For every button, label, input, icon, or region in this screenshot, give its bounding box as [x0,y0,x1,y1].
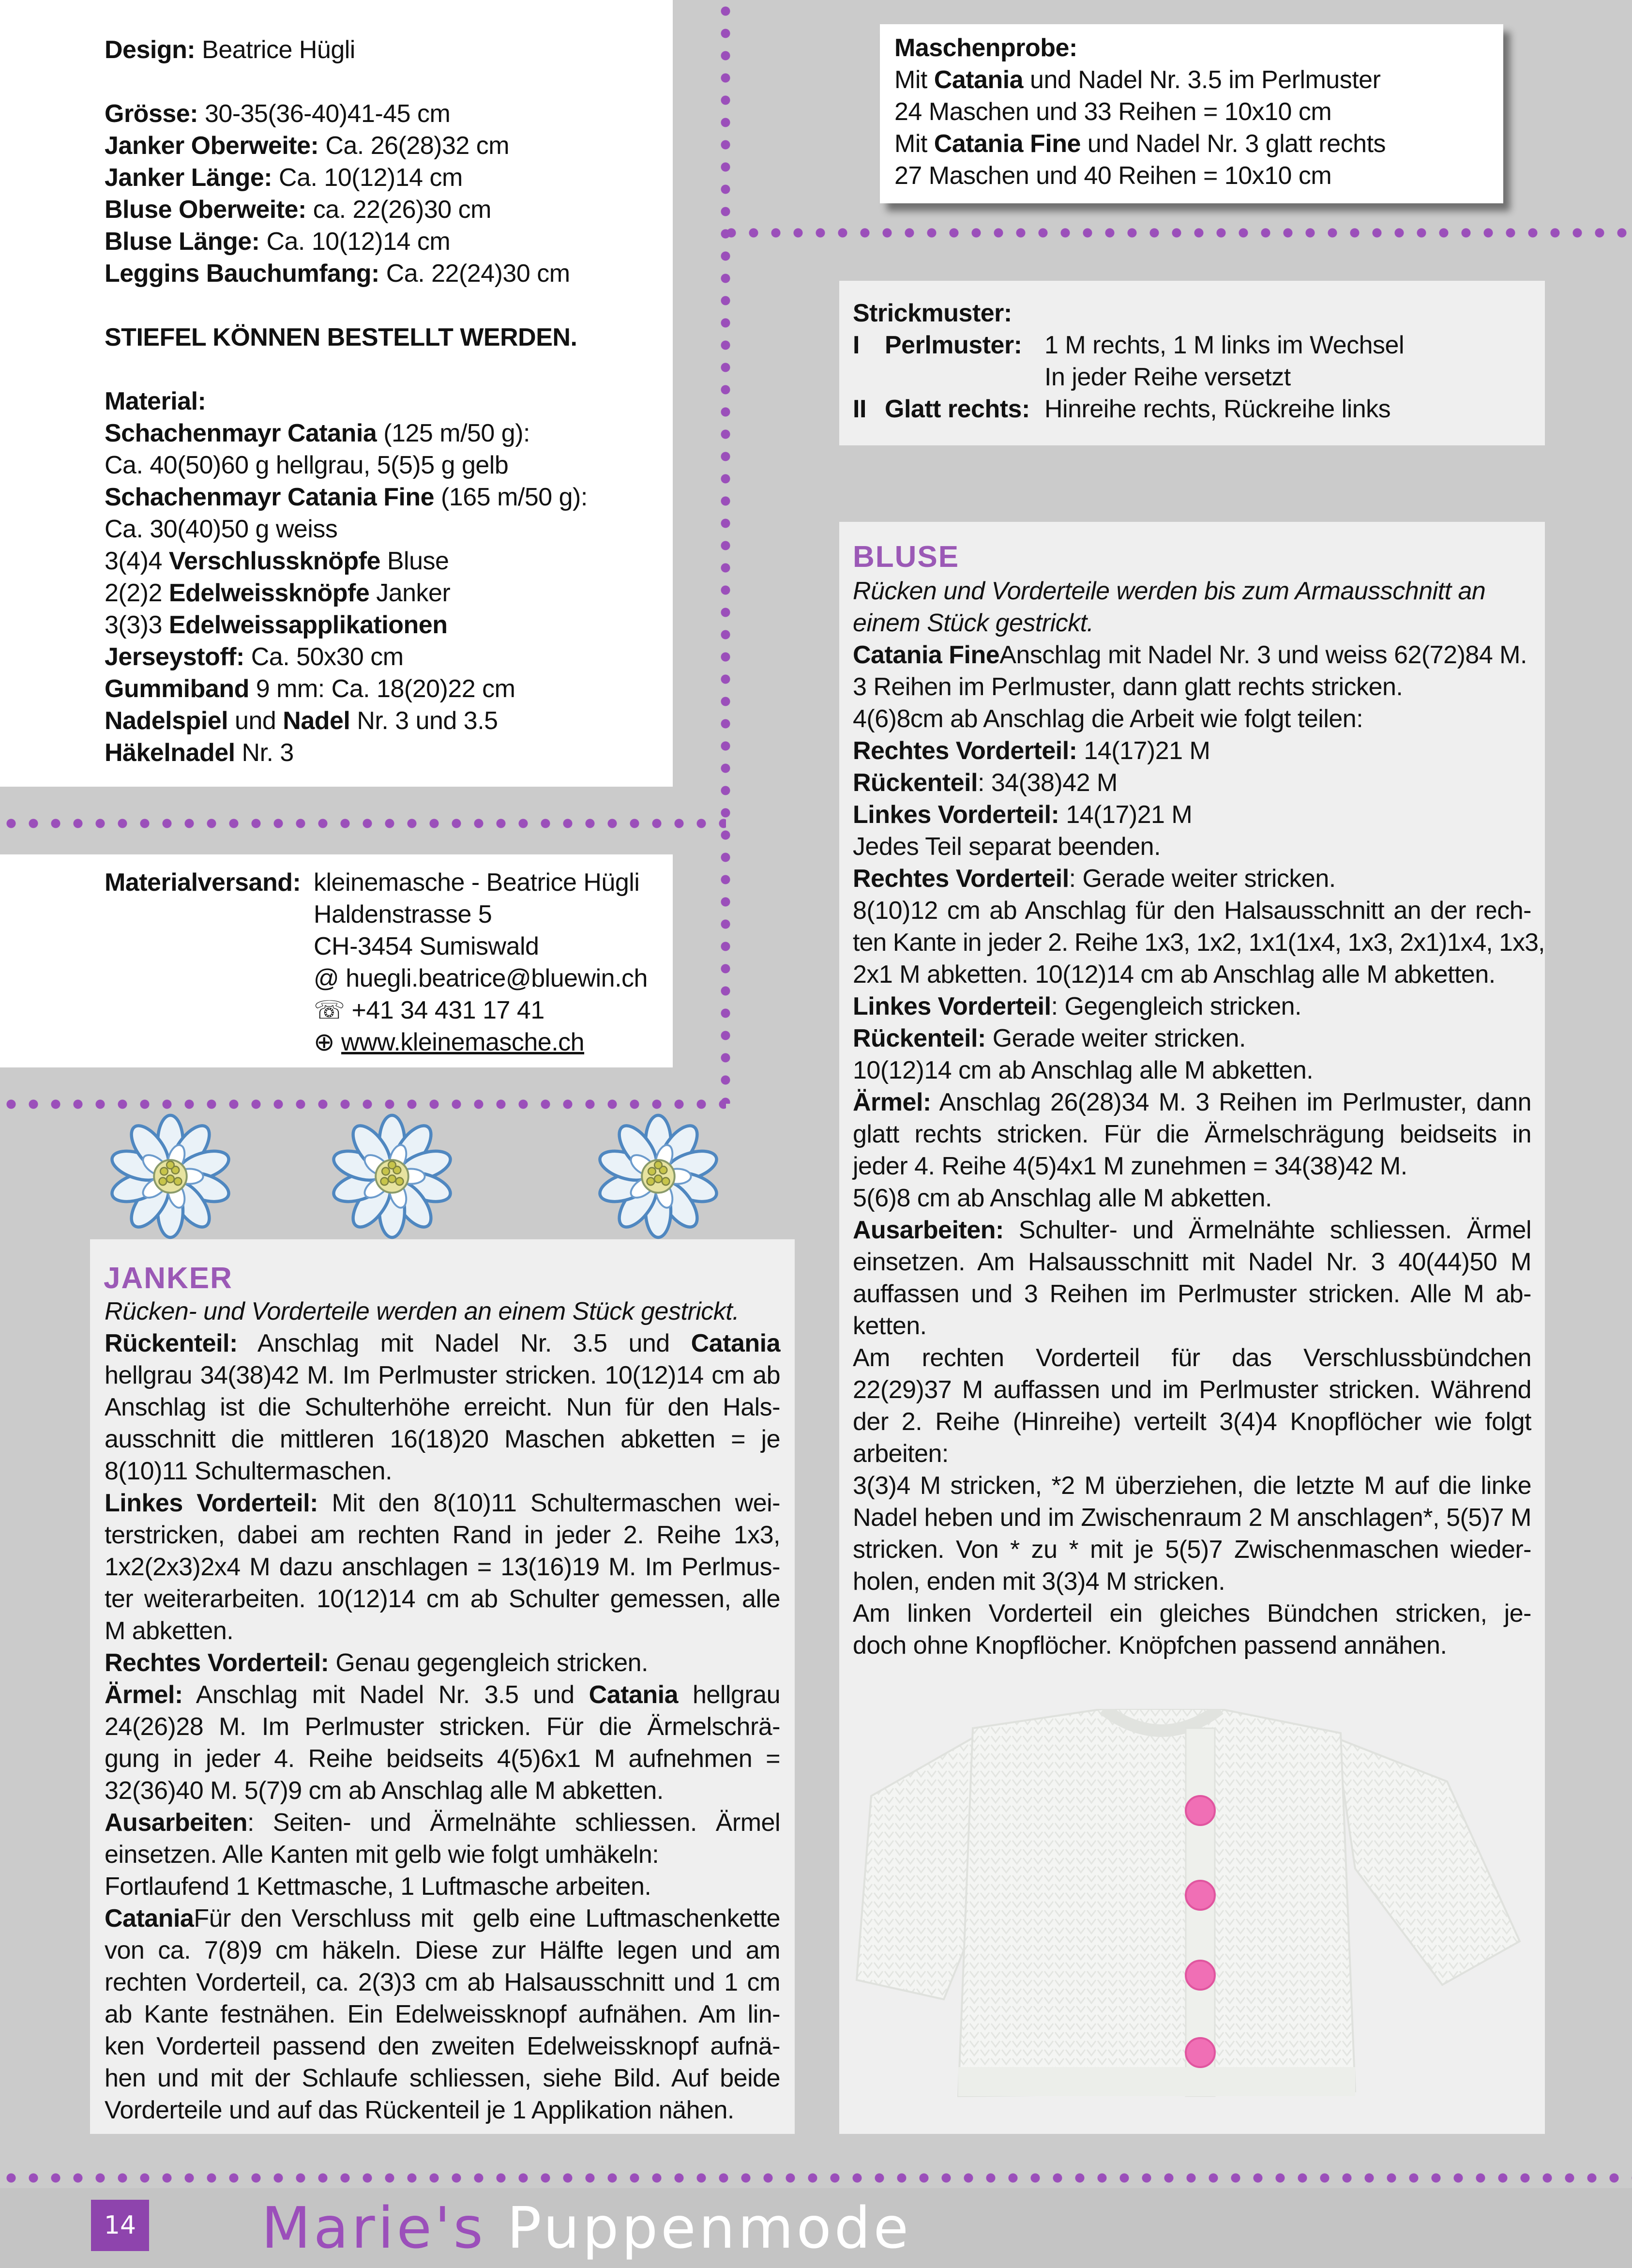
material-line: Schachenmayr Catania Fine (165 m/50 g): [105,483,588,511]
bluse-line: stricken. Von * zu * mit je 5(5)7 Zwischenmaschen wieder- [853,1536,1531,1564]
dotted-divider-vertical [720,0,731,1104]
supplier-web[interactable]: ⊕ www.kleinemasche.ch [314,1028,585,1056]
janker-line: hellgrau 34(38)42 M. Im Perlmuster stricken. 10(12)14 cm ab [105,1361,780,1389]
bluse-line: Rücken und Vorderteile werden bis zum Armausschnitt an [853,577,1486,605]
edelweiss-icon [107,1113,233,1239]
janker-line: 8(10)11 Schultermaschen. [105,1457,393,1485]
gauge-text: Maschenprobe: Mit Catania und Nadel Nr. 3.5 im Perlmuster 24 Maschen und 33 Reihen = 10x10 cm Mit Catania Fine und Nadel Nr. 3 glatt rechts 27 Maschen und 40 Reihen = 10x10 cm [894,34,1386,190]
edelweiss-icon [329,1113,455,1239]
material-line: 3(3)3 Edelweissapplikationen [105,611,448,639]
material-line: Gummiband 9 mm: Ca. 18(20)22 cm [105,675,515,703]
stitch-pattern-text: Strickmuster: I Perlmuster: 1 M rechts, 1 M links im Wechsel In jeder Reihe versetzt II Glatt rechts: Hinreihe rechts, Rückreihe links [853,299,1405,423]
info-text [105,34,661,769]
material-line: Ca. 30(40)50 g weiss [105,515,338,543]
bluse-line: Nadel heben und im Zwischenraum 2 M anschlagen*, 5(5)7 M [853,1504,1531,1532]
design-line: Design: Beatrice Hügli [105,36,355,64]
janker-heading: JANKER [104,1262,233,1295]
brand-logo: Marie's Puppenmode [261,2194,912,2261]
edelweiss-icon [595,1113,721,1239]
material-line: 2(2)2 Edelweissknöpfe Janker [105,579,451,607]
bluse-line: 10(12)14 cm ab Anschlag alle M abketten. [853,1056,1314,1084]
janker-line: Ausarbeiten: Seiten- und Ärmelnähte schliessen. Ärmel [105,1809,780,1837]
janker-line: Ärmel: Anschlag mit Nadel Nr. 3.5 und Catania hellgrau [105,1681,780,1709]
bluse-line: auffassen und 3 Reihen im Perlmuster stricken. Alle M ab- [853,1280,1531,1308]
footer-dotted-line [0,2173,1632,2183]
supplier-address: kleinemasche - Beatrice Hügli Haldenstrasse 5 CH-3454 Sumiswald @ huegli.beatrice@bluewin.ch ☏ +41 34 431 17 41 ⊕ www.kleinemasche.ch [314,867,648,1058]
cardigan-photo [852,1709,1529,2116]
janker-line: Rückenteil: Anschlag mit Nadel Nr. 3.5 und Catania [105,1329,780,1357]
material-line: 3(4)4 Verschlussknöpfe Bluse [105,547,449,575]
bluse-line: arbeiten: [853,1440,949,1468]
bluse-line: jeder 4. Reihe 4(5)4x1 M zunehmen = 34(38)42 M. [853,1152,1407,1180]
bluse-line: 2x1 M abketten. 10(12)14 cm ab Anschlag alle M abketten. [853,960,1496,989]
bluse-line: 3 Reihen im Perlmuster, dann glatt rechts stricken. [853,673,1403,701]
janker-line: Anschlag ist die Schulterhöhe erreicht. Nun für den Hals- [105,1393,780,1421]
bluse-instructions [853,575,1545,1661]
bluse-line: Ausarbeiten: Schulter- und Ärmelnähte schliessen. Ärmel [853,1216,1531,1244]
bluse-line: Rückenteil: 34(38)42 M [853,769,1118,797]
janker-line: von ca. 7(8)9 cm häkeln. Diese zur Hälfte legen und am [105,1936,780,1964]
janker-line: M abketten. [105,1617,234,1645]
janker-line: 24(26)28 M. Im Perlmuster stricken. Für die Ärmelschrä- [105,1713,780,1741]
bluse-line: Jedes Teil separat beenden. [853,833,1161,861]
bluse-line: 8(10)12 cm ab Anschlag für den Halsausschnitt an der rech- [853,897,1531,925]
size-line: Bluse Länge: Ca. 10(12)14 cm [105,228,451,256]
boots-note: STIEFEL KÖNNEN BESTELLT WERDEN. [105,323,577,351]
dotted-divider-horizontal [0,818,726,829]
bluse-line: holen, enden mit 3(3)4 M stricken. [853,1568,1225,1596]
supplier-label: Materialversand: [105,868,301,897]
phone-icon: ☏ [314,996,345,1024]
janker-line: rechten Vorderteil, ca. 2(3)3 cm ab Halsausschnitt und 1 cm [105,1968,780,1996]
material-line: Ca. 40(50)60 g hellgrau, 5(5)5 g gelb [105,451,509,479]
supplier-email[interactable]: @ huegli.beatrice@bluewin.ch [314,964,648,992]
size-line: Bluse Oberweite: ca. 22(26)30 cm [105,196,491,224]
janker-line: gung in jeder 4. Reihe beidseits 4(5)6x1 M aufnehmen = [105,1745,780,1773]
bluse-line: Catania FineAnschlag mit Nadel Nr. 3 und weiss 62(72)84 M. [853,641,1527,669]
bluse-line: Rechtes Vorderteil: 14(17)21 M [853,737,1210,765]
bluse-line: Am linken Vorderteil ein gleiches Bündchen stricken, je- [853,1599,1531,1628]
janker-line: Linkes Vorderteil: Mit den 8(10)11 Schultermaschen wei- [105,1489,780,1517]
bluse-heading: BLUSE [853,540,960,574]
janker-line: CataniaFür den Verschluss mit gelb eine Luftmaschenkette [105,1904,780,1933]
bluse-line: 5(6)8 cm ab Anschlag alle M abketten. [853,1184,1272,1212]
janker-line: 32(36)40 M. 5(7)9 cm ab Anschlag alle M abketten. [105,1777,664,1805]
janker-line: hen und mit der Schlaufe schliessen, siehe Bild. Auf beide [105,2064,780,2092]
bluse-line: Linkes Vorderteil: Gegengleich stricken. [853,992,1301,1020]
janker-line: Vorderteile und auf das Rückenteil je 1 Applikation nähen. [105,2096,734,2124]
bluse-line: ten Kante in jeder 2. Reihe 1x3, 1x2, 1x1(1x4, 1x3, 2x1)1x4, 1x3, [853,929,1545,957]
janker-line: ab Kante festnähen. Ein Edelweissknopf aufnähen. Am lin- [105,2000,780,2028]
bluse-line: 22(29)37 M auffassen und im Perlmuster stricken. Während [853,1376,1531,1404]
bluse-line: doch ohne Knopflöcher. Knöpfchen passend annähen. [853,1631,1447,1659]
material-line: Jerseystoff: Ca. 50x30 cm [105,643,404,671]
material-line: Häkelnadel Nr. 3 [105,739,294,767]
bluse-line: Am rechten Vorderteil für das Verschlussbündchen [853,1344,1531,1372]
janker-line: Rücken- und Vorderteile werden an einem Stück gestrickt. [105,1297,740,1325]
janker-line: terstricken, dabei am rechten Rand in jeder 2. Reihe 1x3, [105,1521,780,1549]
size-line: Leggins Bauchumfang: Ca. 22(24)30 cm [105,259,570,288]
bluse-line: Ärmel: Anschlag 26(28)34 M. 3 Reihen im Perlmuster, dann [853,1088,1531,1116]
bluse-line: der 2. Reihe (Hinreihe) verteilt 3(4)4 Knopflöcher wie folgt [853,1408,1531,1436]
bluse-line: einem Stück gestrickt. [853,609,1094,637]
bluse-line: einsetzen. Am Halsausschnitt mit Nadel Nr. 3 40(44)50 M [853,1248,1531,1276]
janker-line: Fortlaufend 1 Kettmasche, 1 Luftmasche arbeiten. [105,1872,651,1901]
bluse-line: 3(3)4 M stricken, *2 M überziehen, die letzte M auf die linke [853,1472,1531,1500]
dotted-divider-horizontal [0,1099,726,1110]
janker-line: ken Vorderteil passend den zweiten Edelweissknopf aufnä- [105,2032,780,2060]
bluse-line: Linkes Vorderteil: 14(17)21 M [853,801,1193,829]
bluse-line: Rückenteil: Gerade weiter stricken. [853,1024,1246,1052]
janker-line: ter weiterarbeiten. 10(12)14 cm ab Schulter gemessen, alle [105,1585,780,1613]
material-line: Schachenmayr Catania (125 m/50 g): [105,419,530,447]
material-title: Material: [105,387,206,415]
bluse-line: ketten. [853,1312,927,1340]
page-number: 14 [104,2211,136,2240]
size-line: Grösse: 30-35(36-40)41-45 cm [105,100,451,128]
janker-line: Rechtes Vorderteil: Genau gegengleich stricken. [105,1649,648,1677]
bluse-line: 4(6)8cm ab Anschlag die Arbeit wie folgt teilen: [853,705,1363,733]
bluse-line: Rechtes Vorderteil: Gerade weiter stricken. [853,865,1336,893]
janker-line: einsetzen. Alle Kanten mit gelb wie folgt umhäkeln: [105,1841,659,1869]
size-line: Janker Länge: Ca. 10(12)14 cm [105,164,463,192]
supplier-phone: ☏ +41 34 431 17 41 [314,996,544,1024]
size-line: Janker Oberweite: Ca. 26(28)32 cm [105,132,510,160]
dotted-divider-horizontal [720,228,1632,238]
globe-icon: ⊕ [314,1028,335,1056]
janker-line: ausschnitt die mittleren 16(18)20 Maschen abketten = je [105,1425,780,1453]
material-line: Nadelspiel und Nadel Nr. 3 und 3.5 [105,707,498,735]
bluse-line: glatt rechts stricken. Für die Ärmelschrägung beidseits in [853,1120,1531,1148]
janker-instructions [105,1295,780,2126]
janker-line: 1x2(2x3)2x4 M dazu anschlagen = 13(16)19 M. Im Perlmus- [105,1553,780,1581]
